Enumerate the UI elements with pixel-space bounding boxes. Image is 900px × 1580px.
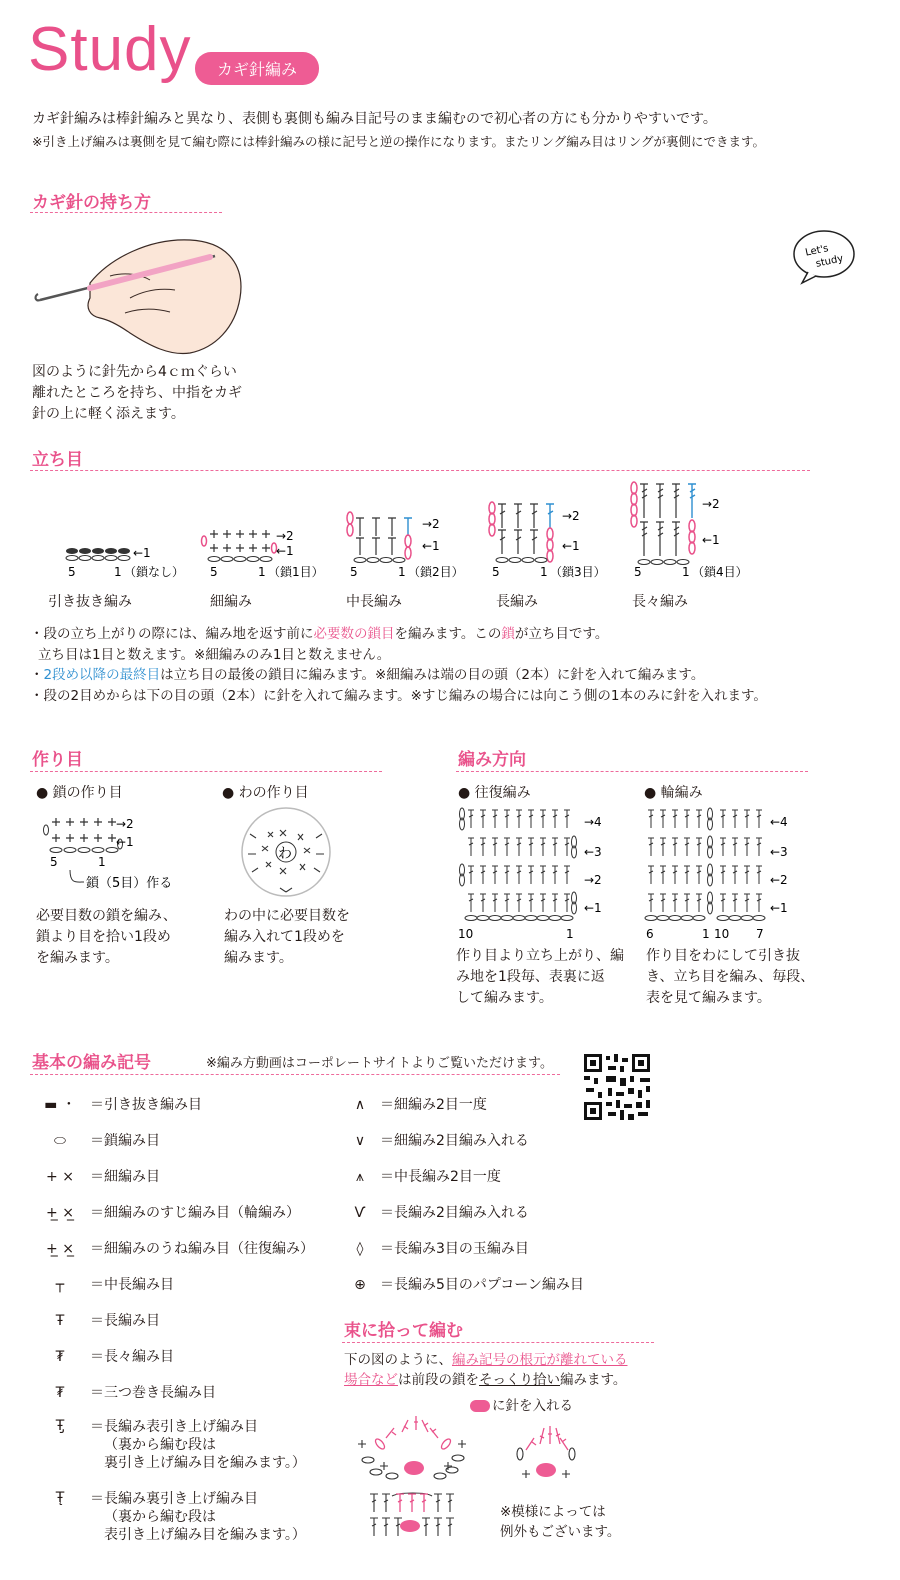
row-arrow: ←4 [770, 815, 788, 829]
heading-divider [30, 470, 810, 471]
front-post-double-icon: Ŧ̡ [55, 1418, 65, 1434]
label-text: 輪編み [660, 785, 703, 801]
text-line: 鎖より目を拾い1段め [36, 929, 171, 945]
text-line: 図のように針先から4ｃｍぐらい [32, 364, 237, 380]
symbol-label: ＝長編み2目編み入れる [380, 1205, 529, 1221]
sc-increase-icon: ∨ [354, 1133, 366, 1149]
symbol-row [30, 1238, 314, 1274]
note-highlight: 鎖 [501, 626, 515, 642]
section-heading-tachime: 立ち目 [32, 450, 83, 470]
hand-holding-hook-illustration [30, 228, 250, 363]
dc-increase-icon: Ѵ [354, 1205, 366, 1221]
symbol-row [30, 1310, 314, 1346]
text-line: み地を1段毎、表裏に返 [456, 969, 605, 985]
half-double-crochet-icon: ┬ [55, 1277, 65, 1293]
symbol-label: ＝引き抜き編み目 [90, 1097, 202, 1113]
stitch-number: 6 [646, 927, 654, 941]
symbol-row [340, 1094, 584, 1130]
tachime-notes [30, 624, 767, 706]
symbol-row [340, 1274, 584, 1310]
text-line: 必要目数の鎖を編み、 [36, 908, 177, 924]
single-crochet-back-loop-icon: +̲ ×̲ [46, 1205, 74, 1221]
chain-foundation-diagram [36, 808, 186, 896]
diagram-double [489, 502, 606, 579]
note-text: ・ [30, 667, 44, 683]
stitch-number: 1 [682, 565, 690, 579]
stitch-number: 10 [458, 927, 474, 941]
text-line: 編み入れて1段めを [224, 929, 345, 945]
symbol-row [30, 1202, 314, 1238]
round-work-diagram [640, 800, 810, 945]
row-arrow: ←1 [276, 544, 294, 558]
symbol-label: ＝鎖編み目 [90, 1133, 160, 1149]
flat-work-diagram [454, 800, 624, 945]
section-heading-symbols: 基本の編み記号 [32, 1053, 151, 1073]
chain-icon: ⬭ [54, 1133, 66, 1149]
ring-foundation-diagram [236, 804, 336, 900]
row-arrow: ←1 [702, 533, 720, 547]
treble-crochet-icon: ₮ [55, 1349, 65, 1365]
video-note: ※編み方動画はコーポレートサイトよりご覧いただけます。 [206, 1056, 553, 1071]
row-arrow: ←3 [770, 845, 788, 859]
section-heading-direction: 編み方向 [458, 750, 526, 770]
label-text: 鎖の作り目 [52, 785, 123, 801]
symbol-row [340, 1166, 584, 1202]
symbol-sub: 裏引き上げ編み目を編みます。） [104, 1455, 306, 1471]
text-line: 例外もございます。 [500, 1524, 621, 1540]
symbol-label: ＝中長編み2目一度 [380, 1169, 501, 1185]
symbol-row [30, 1130, 314, 1166]
heading-divider [30, 1074, 560, 1075]
label-text: 往復編み [474, 785, 531, 801]
text-line: 表を見て編みます。 [646, 990, 771, 1006]
symbol-label: ＝細編みのすじ編み目（輪編み） [90, 1205, 300, 1221]
exception-note [500, 1502, 620, 1542]
popcorn-stitch-icon: ⊕ [354, 1277, 366, 1293]
row-arrow: ←1 [116, 835, 134, 849]
bobble-stitch-icon: ◊ [356, 1241, 364, 1257]
note-highlight: 2段め以降の最終目 [43, 667, 161, 683]
text: 下の図のように、 [344, 1352, 452, 1368]
text-line: 作り目より立ち上がり、編 [456, 948, 624, 964]
stitch-number: 5 [68, 565, 76, 579]
text-line [344, 1350, 628, 1370]
symbol-label: ＝細編みのうね編み目（往復編み） [90, 1241, 314, 1257]
row-arrow: →4 [584, 815, 602, 829]
heading-divider [456, 771, 808, 772]
note-line: 立ち目は1目と数えます。※細編みのみ1目と数えません。 [38, 646, 391, 663]
symbol-sub: （裏から編む段は [104, 1437, 216, 1453]
symbol-row [30, 1382, 314, 1418]
flat-work-label: ● 往復編み [458, 785, 531, 801]
stitch-number: 1 [114, 565, 122, 579]
pink-dot-icon [470, 1400, 490, 1412]
row-arrow: ←1 [422, 539, 440, 553]
chain-caption: 鎖（5目）作る [86, 876, 173, 891]
row-arrow: ←1 [562, 539, 580, 553]
bundle-description [344, 1350, 628, 1390]
hdc2tog-icon: ⩚ [356, 1169, 364, 1185]
row-arrow: ←2 [770, 873, 788, 887]
symbol-label: ＝長編み表引き上げ編み目 [90, 1419, 258, 1435]
symbol-label-group [90, 1418, 306, 1472]
single-crochet-ridge-icon: +̲ ×̲ [46, 1241, 74, 1257]
text-line: 離れたところを持ち、中指をカギ [32, 385, 242, 401]
note-line [30, 665, 767, 686]
chain-note: （鎖3目） [550, 565, 606, 579]
intro-note: ※引き上げ編みは裏側を見て編む際には棒針編みの様に記号と逆の操作になります。またリング編み目はリングが裏側にできます。 [32, 134, 765, 149]
symbol-row [340, 1202, 584, 1238]
label-text: わの作り目 [238, 785, 309, 801]
note-line: ・段の2目めからは下の目の頭（2本）に針を入れて編みます。※すじ編みの場合には向こう側の1本のみに針を入れます。 [30, 687, 767, 704]
ring-foundation-label: ● わの作り目 [222, 785, 309, 801]
note-text: は立ち目の最後の鎖目に編みます。※細編みは端の目の頭（2本）に針を入れて編みます。 [160, 667, 705, 683]
text-line: して編みます。 [456, 990, 553, 1006]
category-badge: カギ針編み [195, 52, 319, 85]
round-work-description [646, 946, 814, 1009]
note-highlight: 必要数の鎖目 [313, 626, 395, 642]
text: 編みます。 [560, 1372, 627, 1388]
diagram-label: 長編み [496, 594, 538, 610]
symbol-list-right [340, 1094, 584, 1310]
text-line [344, 1370, 628, 1390]
diagram-half-double [347, 512, 464, 579]
row-arrow: →2 [562, 509, 580, 523]
symbol-label: ＝細編み2目一度 [380, 1097, 487, 1113]
stitch-number: 1 [540, 565, 548, 579]
chain-note: （鎖2目） [408, 565, 464, 579]
ring-center-label: わ [278, 846, 292, 862]
symbol-label: ＝長編み裏引き上げ編み目 [90, 1491, 258, 1507]
stitch-number: 1 [258, 565, 266, 579]
stitch-number: 5 [634, 565, 642, 579]
stitch-number: 7 [756, 927, 764, 941]
diagram-label: 長々編み [632, 594, 688, 610]
stitch-number: 5 [210, 565, 218, 579]
diagram-slip-stitch [66, 546, 184, 579]
note-line [30, 624, 767, 645]
symbol-sub: （裏から編む段は [104, 1509, 216, 1525]
bubble-text-line1: Let's [804, 243, 830, 259]
heading-divider [30, 771, 382, 772]
row-arrow: →2 [276, 529, 294, 543]
row-arrow: →2 [584, 873, 602, 887]
chain-foundation-label: ● 鎖の作り目 [36, 785, 123, 801]
highlight: 場合など [344, 1372, 398, 1388]
diagram-single-crochet [202, 529, 324, 579]
stitch-number: 1 [566, 927, 574, 941]
symbol-label: ＝細編み目 [90, 1169, 160, 1185]
chain-foundation-description [36, 906, 177, 969]
text-line: 編みます。 [224, 950, 293, 966]
text: は前段の鎖を [398, 1372, 479, 1388]
highlight: そっくり拾い [479, 1372, 560, 1388]
holding-description [32, 362, 242, 425]
lets-study-speech-bubble [788, 226, 858, 286]
symbol-list-left [30, 1094, 314, 1562]
symbol-row [30, 1274, 314, 1310]
stitch-number: 1 [702, 927, 710, 941]
back-post-double-icon: Ŧ̨ [55, 1490, 65, 1506]
diagram-label: 中長編み [346, 594, 402, 610]
bubble-text-line2: study [814, 253, 845, 270]
symbol-label: ＝長編み5目のパプコーン編み目 [380, 1277, 584, 1293]
stitch-number: 10 [714, 927, 730, 941]
intro-text: カギ針編みは棒針編みと異なり、表側も裏側も編み目記号のまま編むので初心者の方にも分かりやすいです。 [32, 111, 717, 127]
diagram-label: 引き抜き編み [48, 594, 132, 610]
chain-note: （鎖4目） [692, 565, 748, 579]
note-text: が立ち目です。 [514, 626, 609, 642]
flat-work-description [456, 946, 624, 1009]
symbol-label-group [90, 1490, 306, 1544]
row-arrow: ←1 [133, 546, 151, 560]
qr-code[interactable] [582, 1052, 652, 1122]
stitch-number: 1 [398, 565, 406, 579]
row-arrow: ←1 [584, 901, 602, 915]
chain-note: （鎖なし） [124, 565, 185, 579]
section-heading-holding: カギ針の持ち方 [32, 193, 151, 213]
symbol-label: ＝中長編み目 [90, 1277, 174, 1293]
row-arrow: →2 [116, 817, 134, 831]
page-title: Study [28, 15, 192, 84]
legend-text: に針を入れる [492, 1398, 573, 1414]
row-arrow: →2 [702, 497, 720, 511]
section-heading-bundle: 束に拾って編む [344, 1321, 463, 1341]
turning-chain-diagrams [30, 478, 830, 586]
symbol-row [30, 1094, 314, 1130]
sc2tog-icon: ∧ [354, 1097, 366, 1113]
symbol-label: ＝長編み目 [90, 1313, 160, 1329]
text-line: 針の上に軽く添えます。 [32, 406, 185, 422]
single-crochet-icon: + × [46, 1169, 74, 1185]
section-heading-foundation: 作り目 [32, 750, 83, 770]
symbol-row [340, 1130, 584, 1166]
stitch-number: 5 [492, 565, 500, 579]
note-text: ・段の立ち上がりの際には、編み地を返す前に [30, 626, 314, 642]
symbol-row [30, 1166, 314, 1202]
text-line: 作り目をわにして引き抜 [646, 948, 800, 964]
row-arrow: ←3 [584, 845, 602, 859]
triple-treble-icon: ₮ [55, 1385, 65, 1401]
symbol-label: ＝三つ巻き長編み目 [90, 1385, 216, 1401]
chain-note: （鎖1目） [268, 565, 324, 579]
row-arrow: ←1 [770, 901, 788, 915]
stitch-number: 5 [350, 565, 358, 579]
text-line: ※模様によっては [500, 1504, 606, 1520]
diagram-treble [631, 482, 748, 579]
highlight: 編み記号の根元が離れている [452, 1352, 628, 1368]
diagram-label: 細編み [210, 594, 252, 610]
text-line: き、立ち目を編み、毎段、 [646, 969, 815, 985]
heading-divider [30, 212, 222, 213]
ring-foundation-description [224, 906, 350, 969]
row-arrow: →2 [422, 517, 440, 531]
insert-hook-legend [470, 1394, 573, 1414]
symbol-row [340, 1238, 584, 1274]
note-text: を編みます。この [394, 626, 502, 642]
double-crochet-icon: Ŧ [55, 1313, 65, 1329]
symbol-sub: 表引き上げ編み目を編みます。） [104, 1527, 306, 1543]
round-work-label: ● 輪編み [644, 785, 703, 801]
text-line: を編みます。 [36, 950, 119, 966]
symbol-label: ＝細編み2目編み入れる [380, 1133, 529, 1149]
stitch-number: 1 [98, 855, 106, 869]
slip-stitch-icon: ▬ ・ [44, 1097, 76, 1113]
stitch-number: 5 [50, 855, 58, 869]
symbol-label: ＝長々編み目 [90, 1349, 174, 1365]
symbol-row [30, 1418, 314, 1490]
symbol-row [30, 1490, 314, 1562]
symbol-row [30, 1346, 314, 1382]
text-line: わの中に必要目数を [224, 908, 350, 924]
heading-divider [342, 1342, 654, 1343]
symbol-label: ＝長編み3目の玉編み目 [380, 1241, 529, 1257]
